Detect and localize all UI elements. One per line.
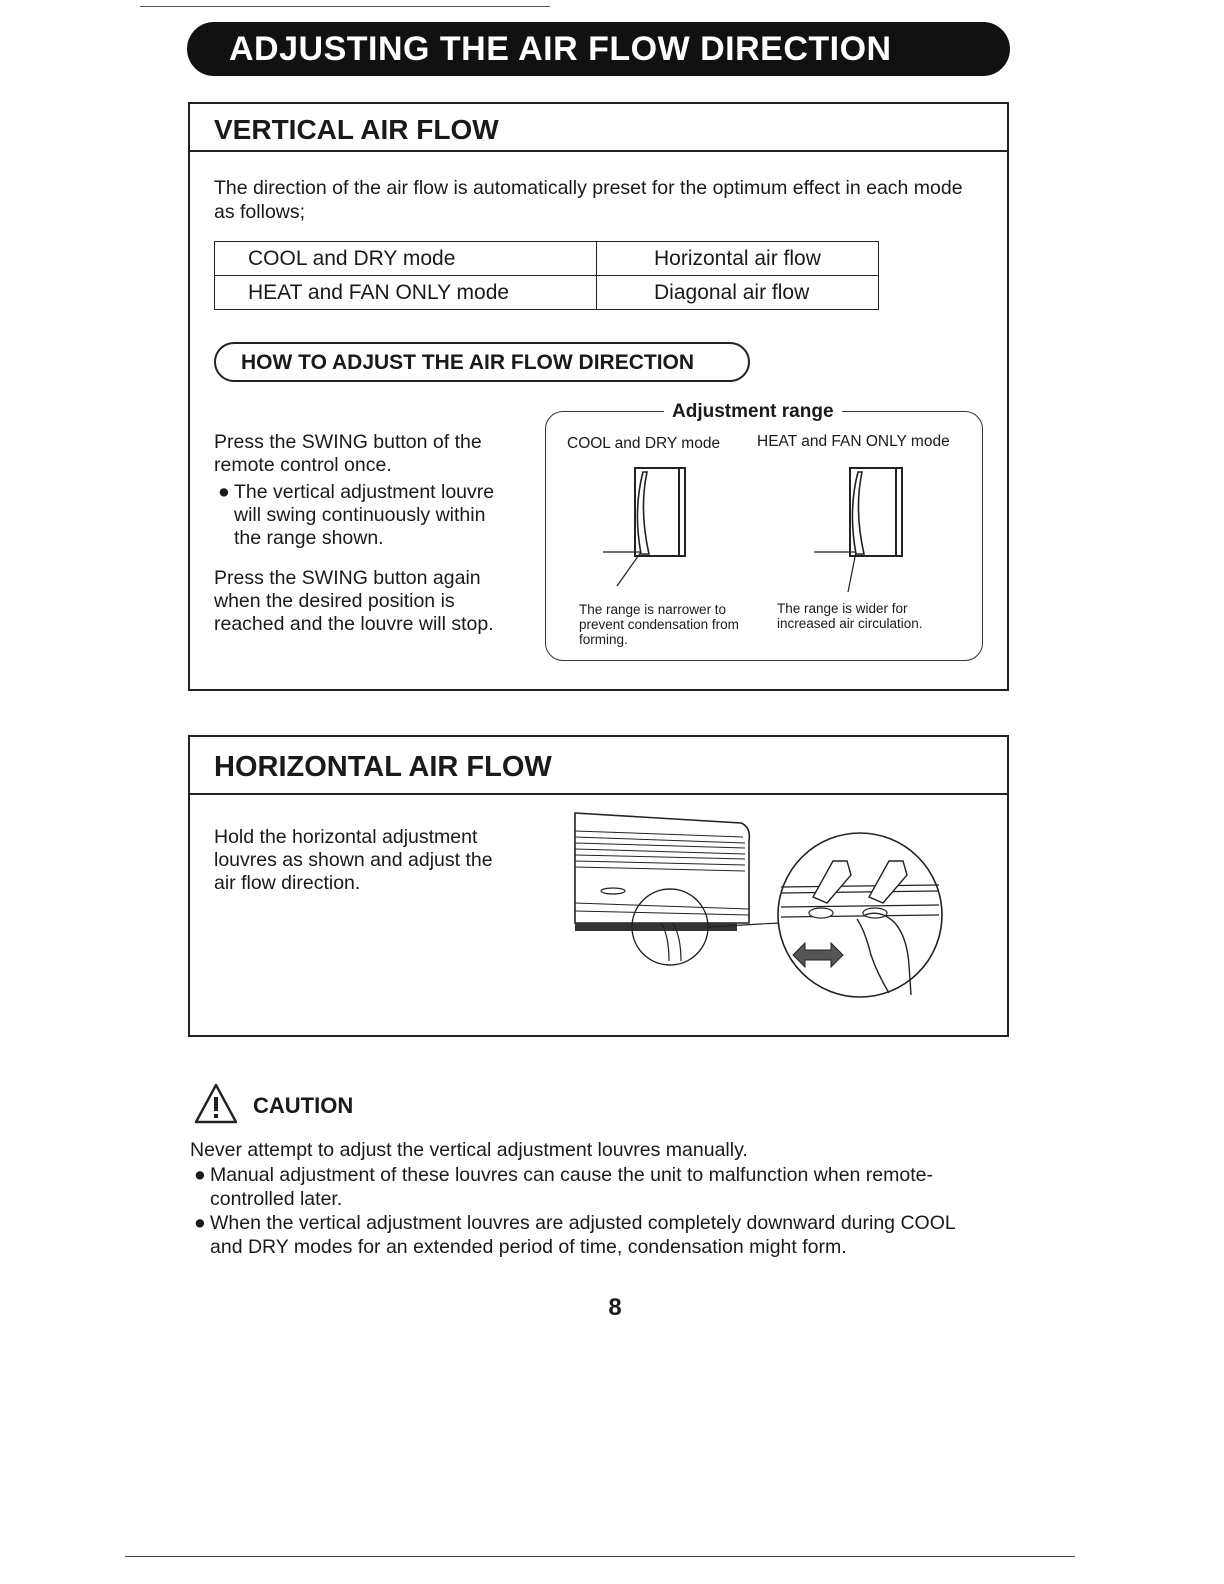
bullet-line: The vertical adjustment louvre xyxy=(234,481,495,503)
press-swing-again-text: Press the SWING button again when the desired position is reached and the louvre will stop. xyxy=(214,567,494,635)
caution-line: controlled later. xyxy=(210,1188,343,1210)
cool-louvre-range-icon xyxy=(595,462,705,592)
caution-label: CAUTION xyxy=(253,1093,354,1118)
bullet-icon: ● xyxy=(218,481,230,503)
top-rule xyxy=(140,6,550,7)
horizontal-section-heading: HORIZONTAL AIR FLOW xyxy=(190,737,1007,795)
bullet-line: will swing continuously within xyxy=(234,504,486,526)
flow-cell: Horizontal air flow xyxy=(597,242,879,276)
adjustment-range-title: Adjustment range xyxy=(664,400,842,424)
bullet-icon: ● xyxy=(194,1212,206,1234)
vertical-intro-text: The direction of the air flow is automatically preset for the optimum effect in each mode as follows; xyxy=(214,177,963,223)
heat-mode-label: HEAT and FAN ONLY mode xyxy=(757,433,950,450)
cool-mode-label: COOL and DRY mode xyxy=(567,435,721,452)
caution-warning-icon xyxy=(193,1082,239,1126)
bottom-rule xyxy=(125,1556,1075,1557)
press-swing-once-text: Press the SWING button of the remote control once. xyxy=(214,431,482,476)
vertical-section-heading: VERTICAL AIR FLOW xyxy=(190,104,1007,152)
heat-louvre-range-icon xyxy=(810,462,920,592)
mode-flow-table xyxy=(214,241,879,310)
caution-line: Manual adjustment of these louvres can cause the unit to malfunction when remote- xyxy=(210,1164,933,1186)
bullet-line: the range shown. xyxy=(234,527,384,549)
list-item xyxy=(194,1163,994,1211)
page-number: 8 xyxy=(608,1294,622,1321)
bullet-icon: ● xyxy=(194,1164,206,1186)
horizontal-instruction-text: Hold the horizontal adjustment louvres as shown and adjust the air flow direction. xyxy=(214,826,493,894)
page-title: ADJUSTING THE AIR FLOW DIRECTION xyxy=(187,22,1010,76)
flow-cell: Diagonal air flow xyxy=(597,276,879,310)
howto-heading: HOW TO ADJUST THE AIR FLOW DIRECTION xyxy=(214,342,750,382)
list-item xyxy=(194,1211,994,1259)
caution-list xyxy=(194,1163,994,1259)
table-row xyxy=(215,242,879,276)
caution-line: When the vertical adjustment louvres are adjusted completely downward during COOL xyxy=(210,1212,956,1234)
horizontal-louvre-illustration xyxy=(565,805,950,1005)
table-row xyxy=(215,276,879,310)
mode-cell: COOL and DRY mode xyxy=(215,242,597,276)
caution-main-text: Never attempt to adjust the vertical adjustment louvres manually. xyxy=(190,1139,748,1161)
caution-line: and DRY modes for an extended period of time, condensation might form. xyxy=(210,1236,847,1258)
heat-range-caption: The range is wider for increased air circulation. xyxy=(777,601,923,631)
swing-bullet xyxy=(218,481,518,550)
mode-cell: HEAT and FAN ONLY mode xyxy=(215,276,597,310)
cool-range-caption: The range is narrower to prevent condensation from forming. xyxy=(579,602,739,647)
